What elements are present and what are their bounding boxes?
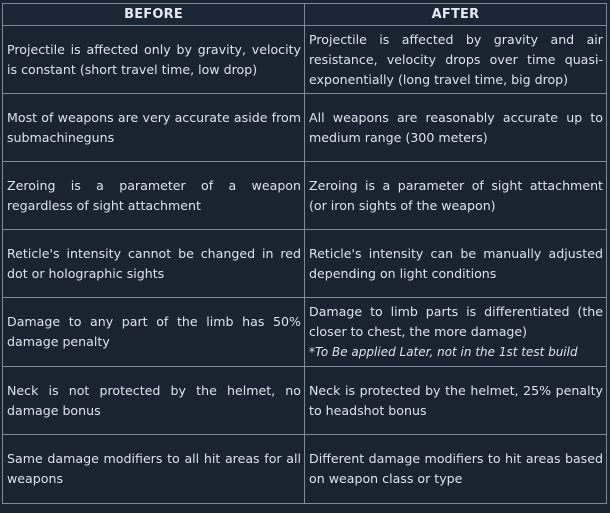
cell-after: All weapons are reasonably accurate up to medium range (300 meters)	[305, 94, 607, 162]
cell-before: Zeroing is a parameter of a weapon regardless of sight attachment	[3, 162, 305, 230]
cell-after: Zeroing is a parameter of sight attachment (or iron sights of the weapon)	[305, 162, 607, 230]
cell-before: Neck is not protected by the helmet, no damage bonus	[3, 367, 305, 435]
cell-after: Different damage modifiers to hit areas based on weapon class or type	[305, 435, 607, 504]
cell-before: Reticle's intensity cannot be changed in red dot or holographic sights	[3, 230, 305, 298]
before-after-comparison-table	[2, 3, 607, 504]
cell-before: Most of weapons are very accurate aside from submachineguns	[3, 94, 305, 162]
table-row	[3, 367, 607, 435]
comparison-table-container	[2, 3, 606, 504]
table-row	[3, 230, 607, 298]
cell-after	[305, 298, 607, 367]
header-before: BEFORE	[3, 4, 305, 26]
table-row	[3, 94, 607, 162]
table-row	[3, 435, 607, 504]
cell-after: Projectile is affected by gravity and air resistance, velocity drops over time quasi-exponentially (long travel time, big drop)	[305, 26, 607, 94]
header-after: AFTER	[305, 4, 607, 26]
cell-before: Damage to any part of the limb has 50% damage penalty	[3, 298, 305, 367]
cell-after: Reticle's intensity can be manually adjusted depending on light conditions	[305, 230, 607, 298]
cell-after-note: *To Be applied Later, not in the 1st test build	[309, 345, 578, 359]
table-row	[3, 162, 607, 230]
cell-after-text: Damage to limb parts is differentiated (the closer to chest, the more damage)	[309, 304, 603, 339]
cell-after: Neck is protected by the helmet, 25% penalty to headshot bonus	[305, 367, 607, 435]
table-header-row	[3, 4, 607, 26]
cell-before: Same damage modifiers to all hit areas for all weapons	[3, 435, 305, 504]
cell-before: Projectile is affected only by gravity, velocity is constant (short travel time, low drop)	[3, 26, 305, 94]
table-row	[3, 298, 607, 367]
table-row	[3, 26, 607, 94]
